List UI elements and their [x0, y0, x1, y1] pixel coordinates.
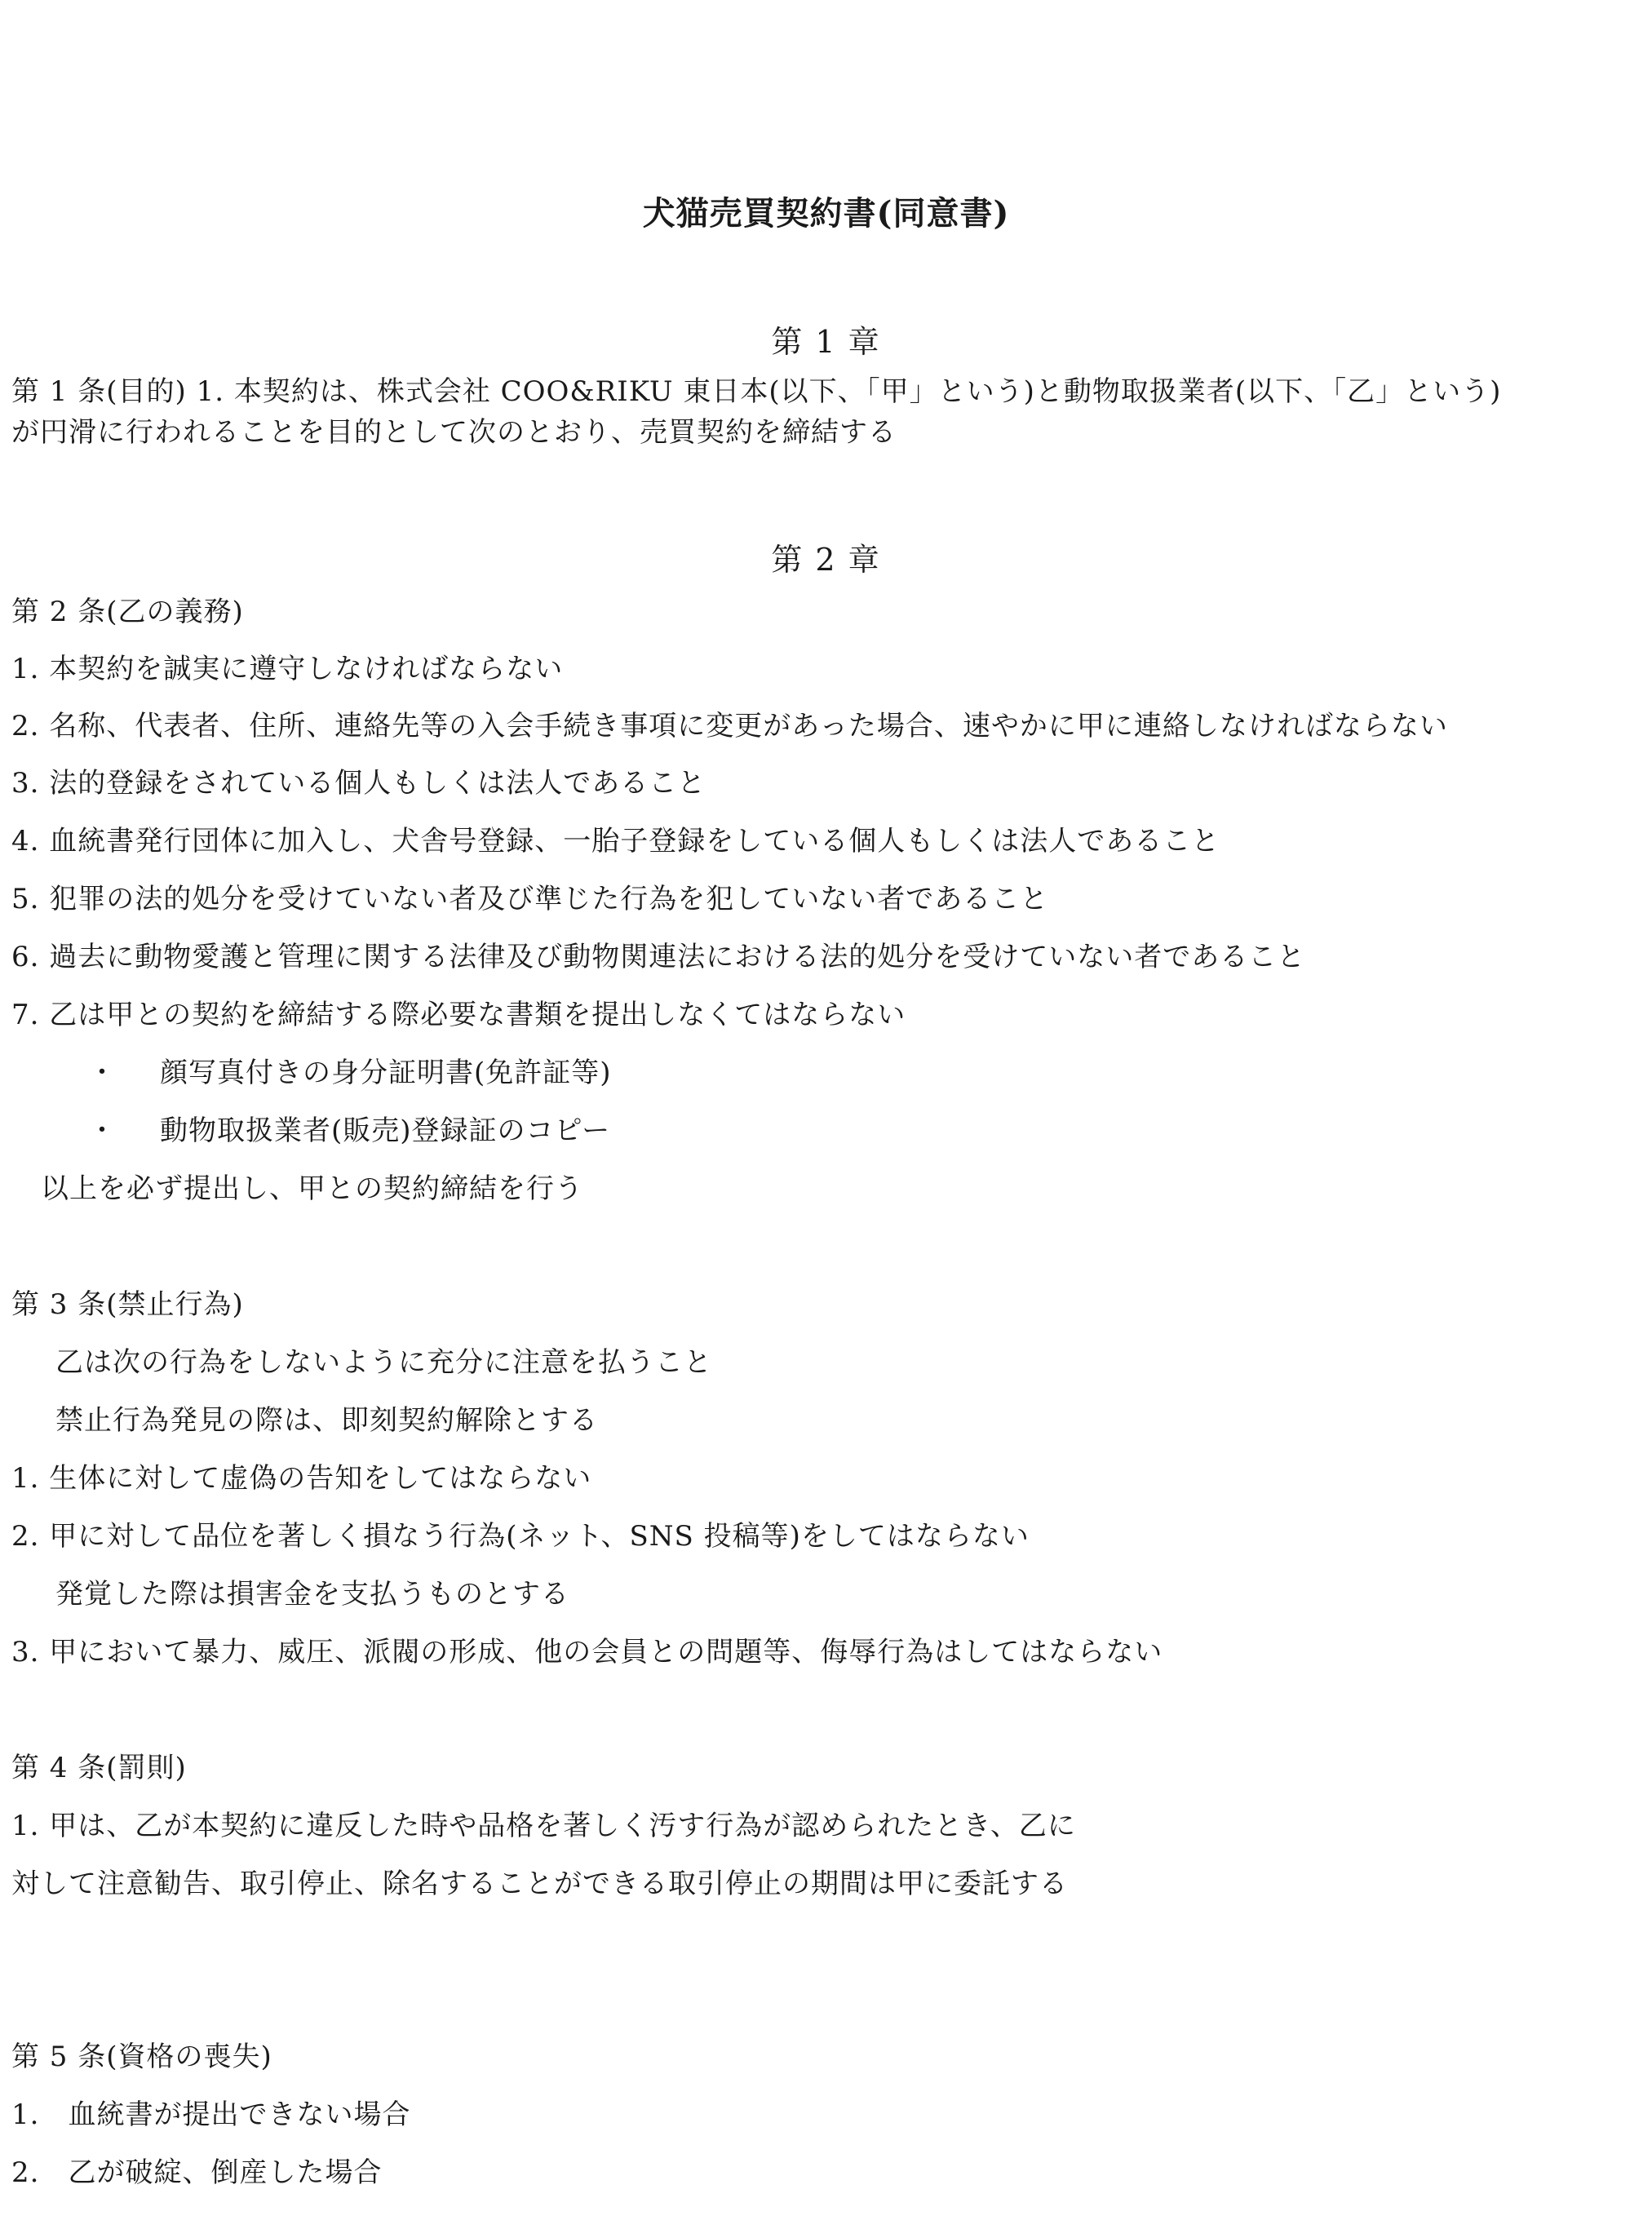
article-2-item-5: 5. 犯罪の法的処分を受けていない者及び準じた行為を犯していない者であること: [11, 883, 1049, 915]
article-3-heading: 第 3 条(禁止行為): [11, 1288, 244, 1321]
article-2-heading: 第 2 条(乙の義務): [11, 596, 244, 628]
article-2-item-3: 3. 法的登録をされている個人もしくは法人であること: [11, 767, 706, 800]
article-5-item-1: 1. 血統書が提出できない場合: [11, 2098, 411, 2131]
article-5-heading: 第 5 条(資格の喪失): [11, 2041, 272, 2073]
bullet-item-1: 顔写真付きの身分証明書(免許証等): [160, 1057, 612, 1089]
article-2-item-7: 7. 乙は甲との契約を締結する際必要な書類を提出しなくてはならない: [11, 999, 906, 1031]
article-1-line-1: 第 1 条(目的) 1. 本契約は、株式会社 COO&RIKU 東日本(以下、「甲」という)と動物取扱業者(以下、「乙」という): [11, 375, 1502, 408]
article-2-item-1: 1. 本契約を誠実に遵守しなければならない: [11, 653, 564, 685]
bullet-marker-2: ・: [88, 1114, 117, 1147]
article-4-line-2: 対して注意勧告、取引停止、除名することができる取引停止の期間は甲に委託する: [11, 1868, 1068, 1900]
article-2-item-2: 2. 名称、代表者、住所、連絡先等の入会手続き事項に変更があった場合、速やかに甲に連絡しなければならない: [11, 710, 1448, 742]
article-3-item-2-note: 発覚した際は損害金を支払うものとする: [55, 1578, 569, 1611]
article-3-item-2: 2. 甲に対して品位を著しく損なう行為(ネット、SNS 投稿等)をしてはならない: [11, 1520, 1030, 1553]
article-5-item-2: 2. 乙が破綻、倒産した場合: [11, 2156, 383, 2189]
article-3-intro-2: 禁止行為発見の際は、即刻契約解除とする: [55, 1404, 598, 1437]
article-2-item-6: 6. 過去に動物愛護と管理に関する法律及び動物関連法における法的処分を受けていない者であること: [11, 941, 1306, 973]
document-title: 犬猫売買契約書(同意書): [642, 194, 1010, 233]
article-3-intro-1: 乙は次の行為をしないように充分に注意を払うこと: [55, 1346, 712, 1379]
article-3-item-3: 3. 甲において暴力、威圧、派閥の形成、他の会員との問題等、侮辱行為はしてはならない: [11, 1636, 1163, 1668]
article-2-closing: 以上を必ず提出し、甲との契約締結を行う: [41, 1172, 583, 1205]
article-1-line-2: が円滑に行われることを目的として次のとおり、売買契約を締結する: [11, 416, 897, 449]
chapter-1-heading: 第 1 章: [771, 324, 881, 360]
chapter-2-heading: 第 2 章: [771, 542, 881, 578]
article-3-item-1: 1. 生体に対して虚偽の告知をしてはならない: [11, 1462, 592, 1495]
bullet-marker-1: ・: [88, 1057, 117, 1089]
article-4-heading: 第 4 条(罰則): [11, 1752, 187, 1784]
article-2-item-4: 4. 血統書発行団体に加入し、犬舎号登録、一胎子登録をしている個人もしくは法人であること: [11, 825, 1220, 857]
bullet-item-2: 動物取扱業者(販売)登録証のコピー: [160, 1114, 611, 1147]
article-4-line-1: 1. 甲は、乙が本契約に違反した時や品格を著しく汚す行為が認められたとき、乙に: [11, 1810, 1076, 1842]
